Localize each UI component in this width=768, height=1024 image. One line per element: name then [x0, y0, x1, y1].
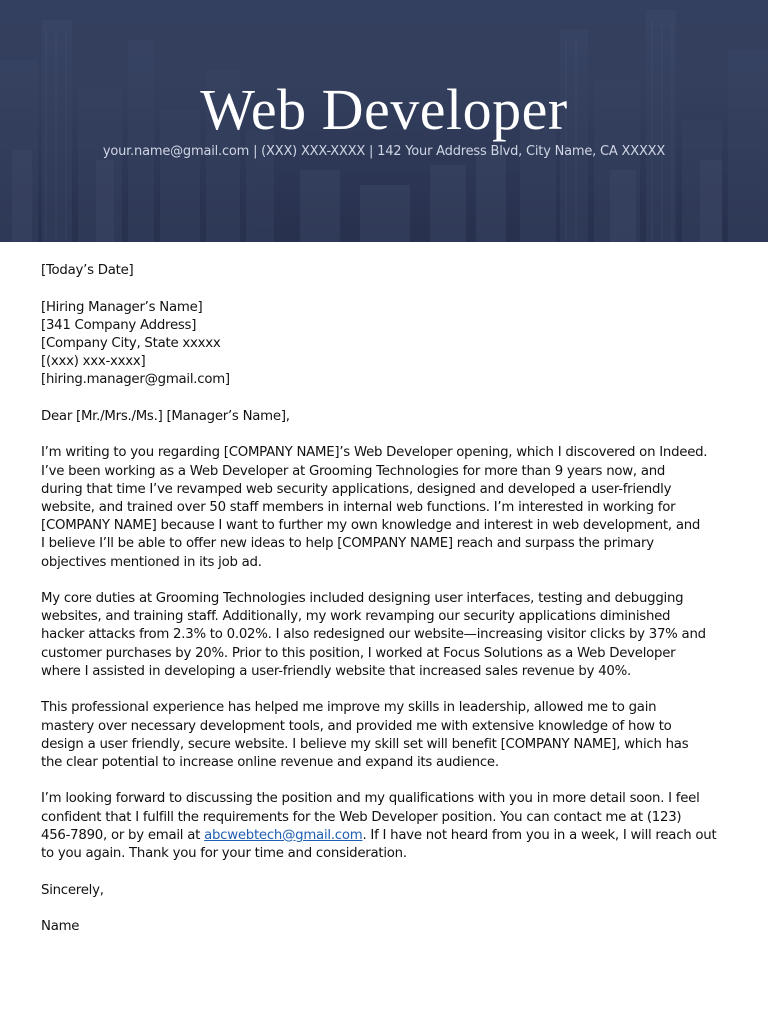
paragraph-line: the clear potential to increase online revenue and expand its audience.	[41, 754, 499, 770]
letter-date: [Today’s Date]	[41, 263, 134, 278]
recipient-line: [(xxx) xxx-xxxx]	[41, 354, 146, 370]
paragraph-line: mastery over necessary development tools, and provided me with extensive knowledge of how to	[41, 718, 672, 734]
paragraph-line: objectives mentioned in its job ad.	[41, 554, 262, 570]
paragraph-line: My core duties at Grooming Technologies included designing user interfaces, testing and debugging	[41, 591, 684, 607]
paragraph-line: confident that I fulfill the requirements for the Web Developer position. You can contact me at (123)	[41, 809, 682, 825]
paragraph-line: customer purchases by 20%. Prior to this position, I worked at Focus Solutions as a Web Developer	[41, 645, 676, 661]
paragraph-line: to you again. Thank you for your time and consideration.	[41, 846, 407, 862]
paragraph-line: I’m looking forward to discussing the position and my qualifications with you in more detail soon. I feel	[41, 791, 700, 807]
recipient-line: [Hiring Manager’s Name]	[41, 299, 203, 315]
paragraph-2	[41, 590, 731, 681]
paragraph-line: I believe I’ll be able to offer new ideas to help [COMPANY NAME] reach and surpass the primary	[41, 536, 654, 552]
signature-name: Name	[41, 919, 80, 935]
contact-info: your.name@gmail.com | (XXX) XXX-XXXX | 142 Your Address Blvd, City Name, CA XXXXX	[102, 144, 666, 159]
recipient-line: [Company City, State xxxxx	[41, 335, 221, 351]
email-link[interactable]: abcwebtech@gmail.com	[204, 827, 363, 843]
paragraph-text: . If I have not heard from you in a week, I will reach out	[362, 827, 717, 843]
paragraph-line: hacker attacks from 2.3% to 0.02%. I also redesigned our website—increasing visitor clicks by 37% and	[41, 627, 706, 643]
paragraph-line: where I assisted in developing a user-friendly website that increased sales revenue by 40%.	[41, 663, 632, 679]
salutation: Dear [Mr./Mrs./Ms.] [Manager’s Name],	[41, 408, 290, 424]
recipient-line: [hiring.manager@gmail.com]	[41, 372, 230, 388]
recipient-block	[41, 299, 731, 390]
paragraph-line: [COMPANY NAME] because I want to further my own knowledge and interest in web development, and	[41, 518, 701, 534]
paragraph-line: websites, and training staff. Additionally, my work revamping our security applications diminished	[41, 609, 671, 625]
paragraph-line: website, and trained over 50 staff members in internal web functions. I’m interested in working for	[41, 499, 676, 515]
recipient-line: [341 Company Address]	[41, 317, 197, 333]
paragraph-line: during that time I’ve revamped web security applications, designed and developed a user-friendly	[41, 481, 672, 497]
paragraph-line: I’m writing to you regarding [COMPANY NAME]’s Web Developer opening, which I discovered on Indeed.	[41, 445, 708, 461]
paragraph-line	[41, 827, 731, 845]
paragraph-line: design a user friendly, secure website. I believe my skill set will benefit [COMPANY NAME], which has	[41, 736, 689, 752]
header-banner	[0, 0, 768, 242]
paragraph-4	[41, 790, 731, 863]
paragraph-line: I’ve been working as a Web Developer at Grooming Technologies for more than 9 years now, and	[41, 463, 666, 479]
paragraph-1	[41, 444, 731, 571]
paragraph-line: This professional experience has helped me improve my skills in leadership, allowed me to gain	[41, 700, 657, 716]
page-title: Web Developer	[200, 77, 568, 142]
paragraph-3	[41, 699, 731, 772]
paragraph-text: 456-7890, or by email at	[41, 827, 205, 843]
letter-body	[41, 262, 731, 936]
closing: Sincerely,	[41, 882, 104, 898]
